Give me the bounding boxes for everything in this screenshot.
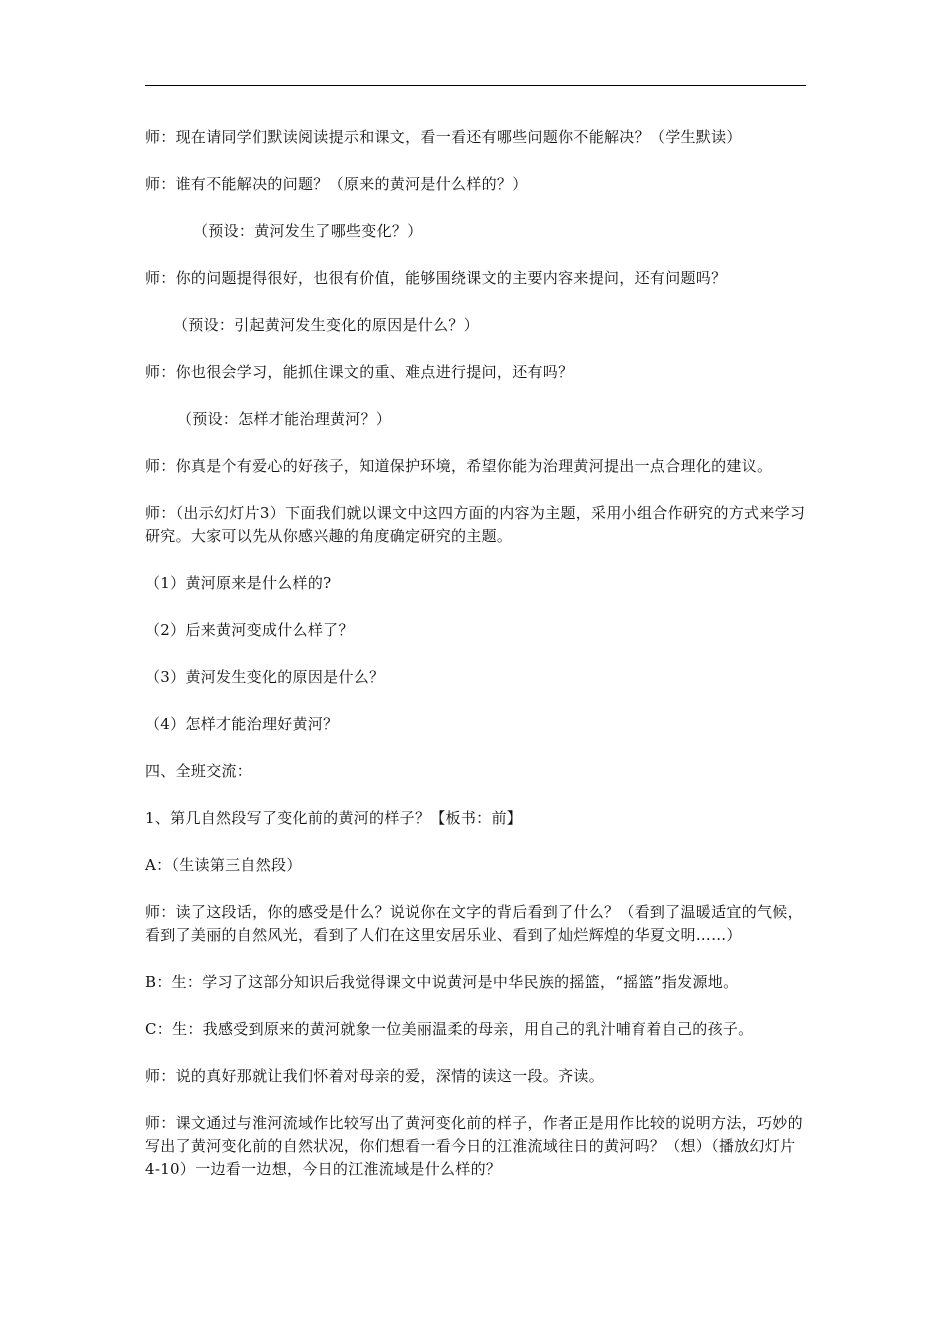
paragraph-6: 师：你也很会学习，能抓住课文的重、难点进行提问，还有吗？ xyxy=(145,363,574,381)
paragraph-12: 师：课文通过与淮河流域作比较写出了黄河变化前的样子，作者正是用作比较的说明方法，巧妙的写出了黄河变化前的自然状况，你们想看一看今日的江淮流域往日的黄河吗？（想）（播放幻灯片4-10）一边看一边想，今日的江淮流域是什么样的？ xyxy=(145,1114,803,1178)
paragraph-11: 师：说的真好那就让我们怀着对母亲的爱，深情的读这一段。齐读。 xyxy=(145,1067,605,1085)
answer-a: A：（生读第三自然段） xyxy=(145,856,302,874)
paragraph-7: （预设：怎样才能治理黄河？） xyxy=(177,410,392,428)
paragraph-9: 师：（出示幻灯片3）下面我们就以课文中这四方面的内容为主题，采用小组合作研究的方式来学习研究。大家可以先从你感兴趣的角度确定研究的主题。 xyxy=(145,504,806,545)
list-item-4: （4）怎样才能治理好黄河？ xyxy=(145,715,339,733)
header-rule xyxy=(145,85,806,86)
document-body xyxy=(145,126,810,1205)
section-heading: 四、全班交流： xyxy=(145,762,253,780)
answer-c: C：生：我感受到原来的黄河就象一位美丽温柔的母亲，用自己的乳汁哺育着自己的孩子。 xyxy=(145,1020,754,1038)
paragraph-10: 师：读了这段话，你的感受是什么？说说你在文字的背后看到了什么？（看到了温暖适宜的气候，看到了美丽的自然风光，看到了人们在这里安居乐业、看到了灿烂辉煌的华夏文明……） xyxy=(145,903,803,944)
paragraph-8: 师：你真是个有爱心的好孩子，知道保护环境，希望你能为治理黄河提出一点合理化的建议。 xyxy=(145,457,773,475)
list-item-3: （3）黄河发生变化的原因是什么？ xyxy=(145,668,385,686)
paragraph-2: 师：谁有不能解决的问题？（原来的黄河是什么样的？） xyxy=(145,175,528,193)
list-item-1: （1）黄河原来是什么样的? xyxy=(145,574,332,592)
paragraph-4: 师：你的问题提得很好，也很有价值，能够围绕课文的主要内容来提问，还有问题吗？ xyxy=(145,269,727,287)
paragraph-3: （预设：黄河发生了哪些变化？） xyxy=(193,222,423,240)
question-1: 1、第几自然段写了变化前的黄河的样子？【板书：前】 xyxy=(145,809,523,827)
list-item-2: （2）后来黄河变成什么样了？ xyxy=(145,621,354,639)
paragraph-1: 师：现在请同学们默读阅读提示和课文，看一看还有哪些问题你不能解决？（学生默读） xyxy=(145,128,742,146)
paragraph-5: （预设：引起黄河发生变化的原因是什么？） xyxy=(173,316,480,334)
answer-b: B：生：学习了这部分知识后我觉得课文中说黄河是中华民族的摇篮，“摇篮”指发源地。 xyxy=(145,973,739,991)
